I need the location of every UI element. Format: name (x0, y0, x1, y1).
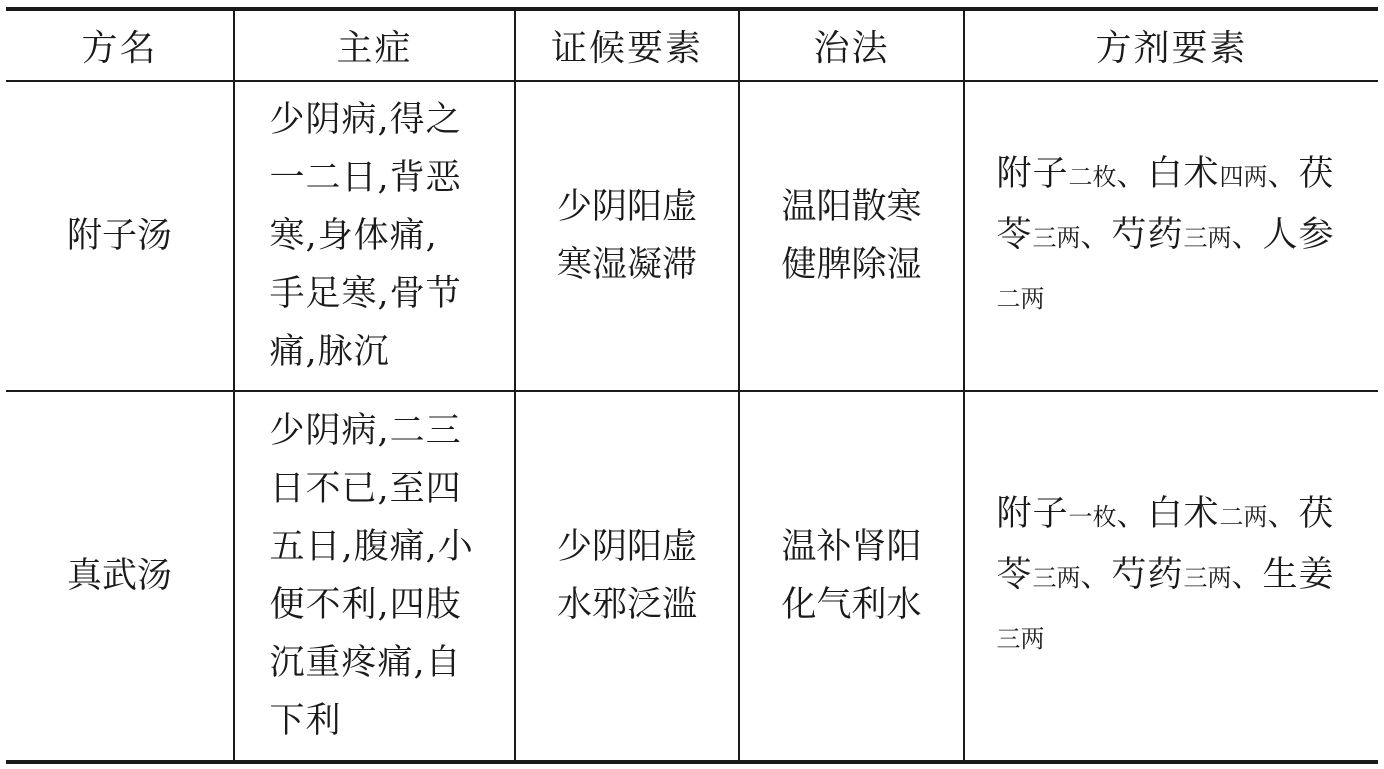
header-formula-name: 方名 (81, 28, 158, 69)
table-row-method: 温补肾阳 化气利水 (781, 527, 922, 625)
table-row-method: 温阳散寒 健脾除湿 (781, 187, 922, 285)
bottom-rule (6, 760, 1378, 764)
table-row-name: 真武汤 (66, 556, 172, 596)
table-row-pattern: 少阴阳虚 水邪泛滥 (556, 527, 697, 625)
table-row-formula: 附子一枚、白术二两、茯苓三两、芍药三两、生姜三两 (996, 493, 1335, 653)
table-row-symptoms: 少阴病,二三 日不已,至四 五日,腹痛,小 便不利,四肢 沉重疼痛,自 下利 (269, 411, 474, 741)
table-row-pattern: 少阴阳虚 寒湿凝滞 (556, 187, 697, 285)
table-row-name: 附子汤 (66, 216, 172, 256)
header-treatment-method: 治法 (813, 28, 890, 69)
header-pattern-elements: 证候要素 (550, 28, 703, 69)
formula-table (6, 0, 1378, 769)
header-main-symptoms: 主症 (336, 28, 413, 69)
table-row-symptoms: 少阴病,得之 一二日,背恶 寒,身体痛, 手足寒,骨节 痛,脉沉 (269, 100, 462, 372)
header-formula-elements: 方剂要素 (1095, 28, 1248, 69)
table-row-formula: 附子二枚、白术四两、茯苓三两、芍药三两、人参二两 (996, 153, 1335, 313)
